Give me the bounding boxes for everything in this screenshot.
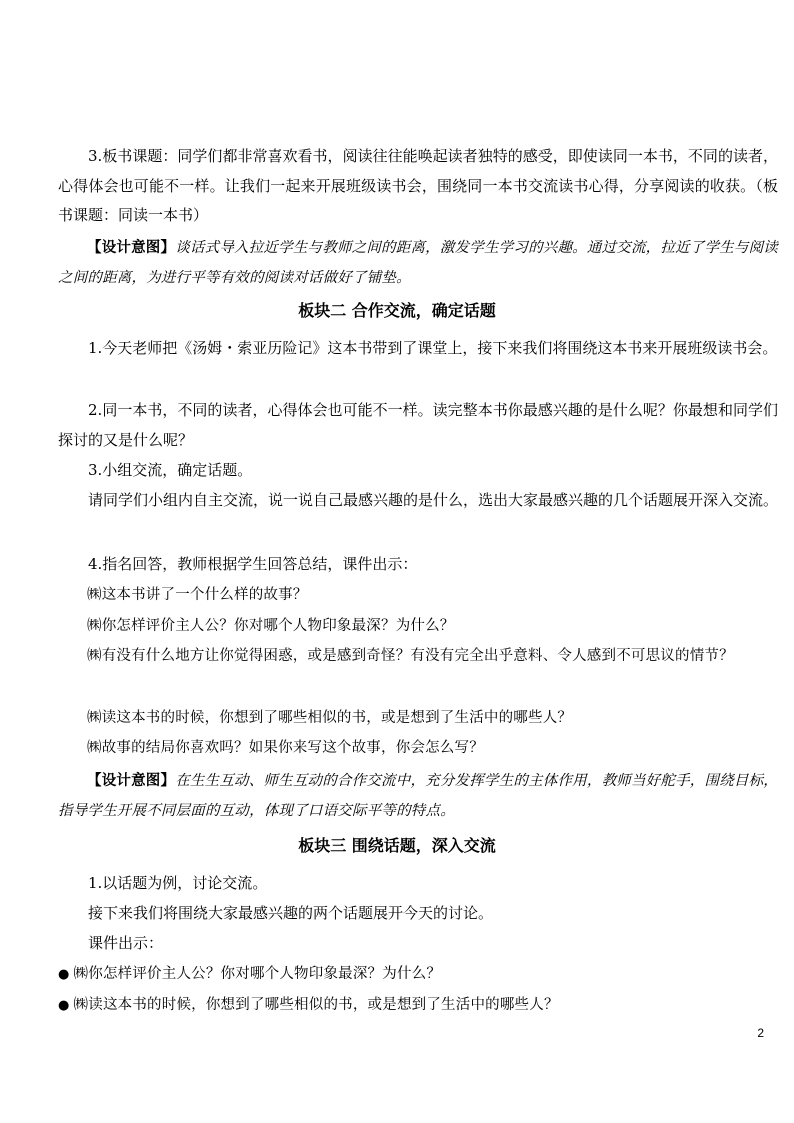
section2-item-2: 2.同一本书，不同的读者，心得体会也可能不一样。读完整本书你最感兴趣的是什么呢？你最想和同学们探讨的又是什么呢？ (58, 401, 778, 449)
design-intent-text: 在生生互动、师生互动的合作交流中，充分发挥学生的主体作用，教师当好舵手，围绕目标，指导学生开展不同层面的互动，体现了口语交际平等的特点。 (58, 773, 778, 819)
paragraph-board-topic: 3.板书课题：同学们都非常喜欢看书，阅读往往能唤起读者独特的感受，即使读同一本书，不同的读者，心得体会也可能不一样。让我们一起来开展班级读书会，围绕同一本书交流读书心得，分享阅读的收获。（板书课题：同读一本书） (58, 147, 778, 224)
section3-item-1: 1.以话题为例，讨论交流。 (88, 874, 268, 892)
topic-item: ㈱有没有什么地方让你觉得困惑，或是感到奇怪？有没有完全出乎意料、令人感到不可思议的情节？ (87, 648, 734, 664)
design-intent-1 (58, 233, 778, 293)
design-intent-label: 【设计意图】 (87, 239, 176, 256)
bullet-item (58, 991, 778, 1021)
design-intent-text: 谈话式导入拉近学生与教师之间的距离，激发学生学习的兴趣。通过交流，拉近了学生与阅读之间的距离，为进行平等有效的阅读对话做好了铺垫。 (58, 240, 778, 286)
bullet-item (58, 960, 778, 990)
section3-item-1-detail: 接下来我们将围绕大家最感兴趣的两个话题展开今天的讨论。 (88, 904, 494, 922)
bullet-text: ㈱你怎样评价主人公？你对哪个人物印象最深？为什么？ (73, 966, 442, 982)
topic-item: ㈱你怎样评价主人公？你对哪个人物印象最深？为什么？ (87, 618, 455, 634)
section2-item-3: 3.小组交流，确定话题。 (88, 461, 253, 479)
section-heading-3: 板块三 围绕话题，深入交流 (298, 836, 496, 855)
page-number: 2 (757, 1026, 764, 1040)
bullet-icon: ● (58, 967, 70, 982)
section2-item-3-detail: 请同学们小组内自主交流，说一说自己最感兴趣的是什么，选出大家最感兴趣的几个话题展开深入交流。 (88, 491, 779, 509)
section2-item-4: 4.指名回答，教师根据学生回答总结，课件出示： (88, 555, 418, 573)
design-intent-label: 【设计意图】 (87, 772, 176, 789)
bullet-icon: ● (58, 998, 70, 1013)
bullet-text: ㈱读这本书的时候，你想到了哪些相似的书，或是想到了生活中的哪些人？ (73, 997, 559, 1013)
topic-item: ㈱读这本书的时候，你想到了哪些相似的书，或是想到了生活中的哪些人？ (87, 710, 573, 726)
design-intent-2 (58, 766, 778, 826)
courseware-label: 课件出示： (88, 934, 164, 952)
topic-item: ㈱这本书讲了一个什么样的故事？ (87, 587, 308, 603)
section-heading-2: 板块二 合作交流，确定话题 (298, 301, 496, 320)
topic-item: ㈱故事的结局你喜欢吗？如果你来写这个故事，你会怎么写？ (87, 740, 484, 756)
section2-item-1: 1.今天老师把《汤姆・索亚历险记》这本书带到了课堂上，接下来我们将围绕这本书来开展班级读书会。 (88, 339, 778, 357)
